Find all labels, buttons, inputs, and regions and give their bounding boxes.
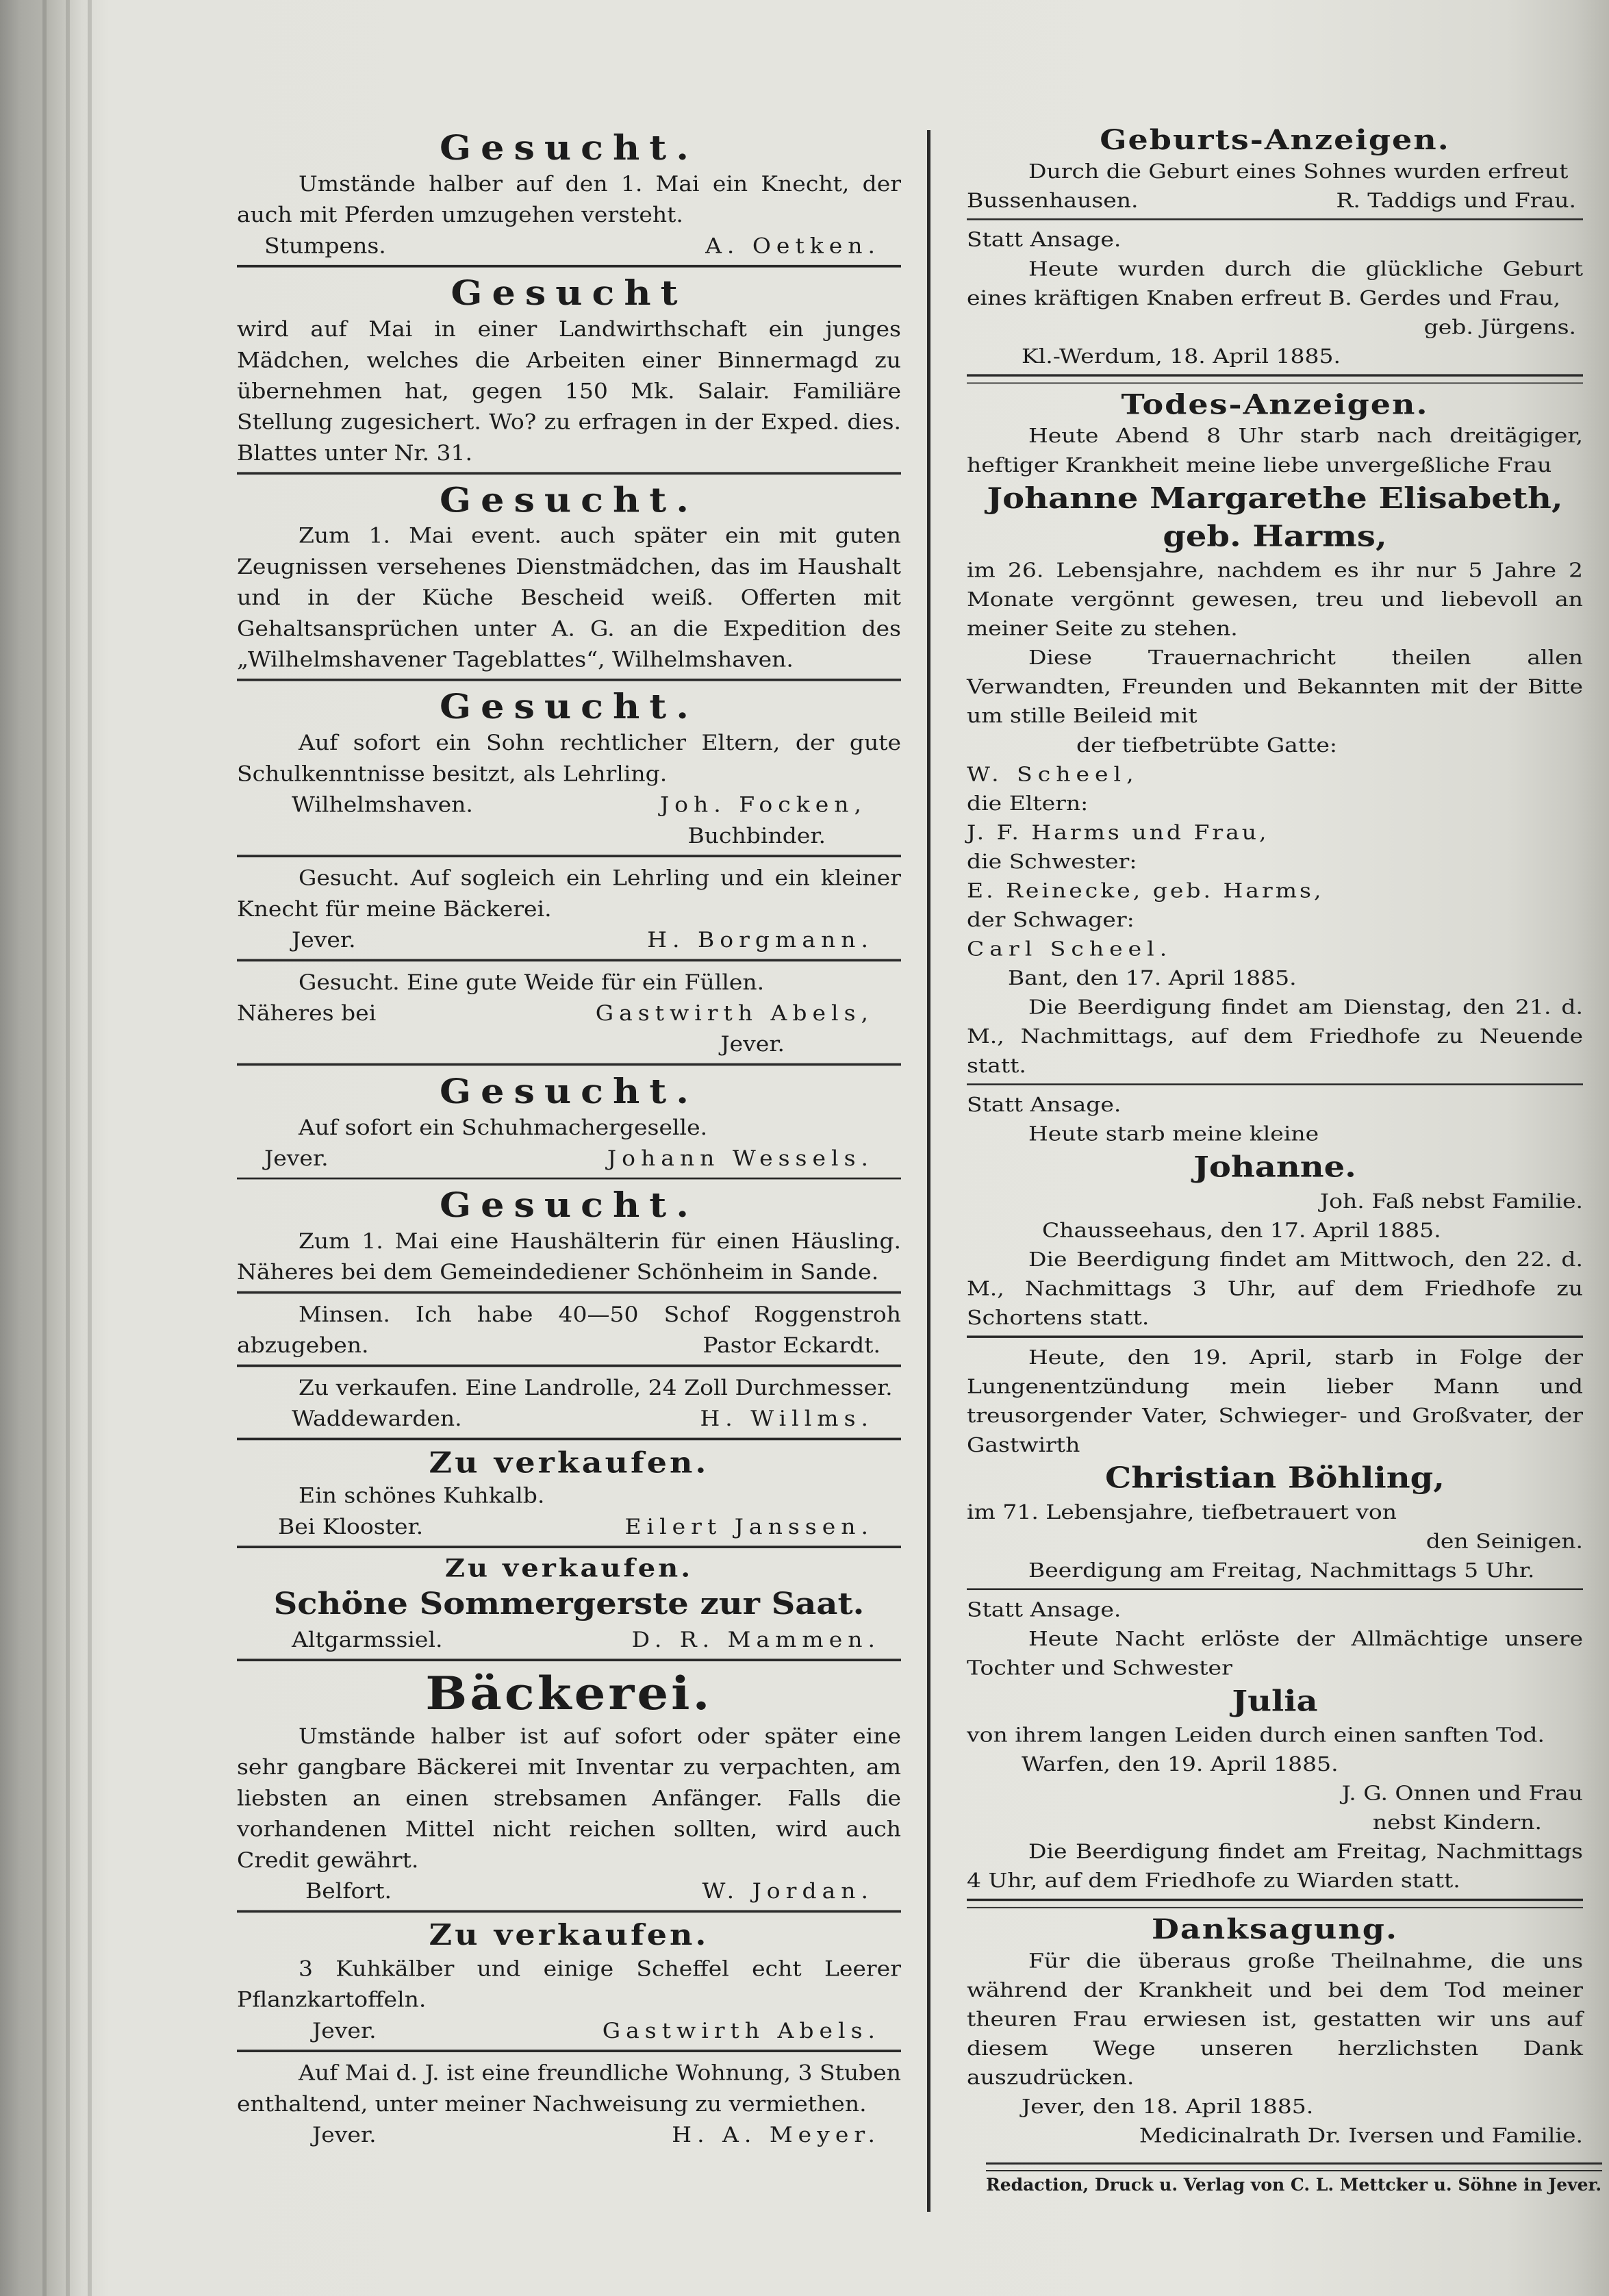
ad-gesucht-dienstmaedchen (237, 479, 901, 675)
ad-minsen-roggenstroh (237, 1267, 901, 1361)
ad-heading: Danksagung. (1152, 1913, 1398, 1945)
ad-date: Bant, den 17. April 1885. (1008, 966, 1297, 990)
ad-separator (237, 1437, 901, 1440)
ad-place: Bei Klooster. (278, 1514, 424, 1539)
ad-separator (237, 265, 901, 268)
ad-kuhkalb (237, 1445, 901, 1541)
ad-separator (237, 855, 901, 857)
ad-title: Statt Ansage. (967, 1598, 1122, 1622)
ad-text: Heute starb meine kleine (1028, 1122, 1319, 1146)
ad-heading: Gesucht. (439, 127, 699, 168)
ad-text: Minsen. Ich habe 40—50 Schof Roggenstroh abzugeben. (237, 1302, 901, 1358)
mourner-line: Carl Scheel. (967, 937, 1173, 961)
ad-signature-line2: Jever. (720, 1031, 785, 1057)
publisher-imprint: Redaction, Druck u. Verlag von C. L. Mettcker u. Söhne in Jever. (986, 2175, 1602, 2195)
ad-date: Warfen, den 19. April 1885. (1022, 1752, 1339, 1776)
ad-text: im 26. Lebensjahre, nachdem es ihr nur 5 Jahre 2 Monate vergönnt gewesen, treu und liebevoll an meiner Seite zu stehen. (967, 558, 1583, 640)
ad-separator (237, 2049, 901, 2052)
ad-date: Chausseehaus, den 17. April 1885. (1042, 1218, 1441, 1242)
ad-separator (237, 1546, 901, 1548)
ad-geburt-gerdes (967, 225, 1583, 371)
ad-text: im 71. Lebensjahre, tiefbetrauert von (967, 1500, 1397, 1524)
ad-funeral-notice: Die Beerdigung findet am Freitag, Nachmittags 4 Uhr, auf dem Friedhofe zu Wiarden statt. (967, 1840, 1583, 1893)
ad-place: Belfort. (305, 1878, 392, 1904)
ad-text: Auf sofort ein Sohn rechtlicher Eltern, der gute Schulkenntnisse besitzt, als Lehrling. (237, 730, 901, 786)
ad-text: von ihrem langen Leiden durch einen sanften Tod. (967, 1723, 1545, 1747)
ad-text: Zu verkaufen. Eine Landrolle, 24 Zoll Durchmesser. (299, 1375, 893, 1400)
footer-rule (986, 2162, 1602, 2171)
ad-gesucht-weide (237, 967, 901, 1060)
ad-separator (237, 1910, 901, 1913)
ad-signature: Joh. Focken, (659, 792, 867, 818)
ad-place: Jever. (312, 2121, 377, 2147)
ad-separator (967, 375, 1583, 384)
ad-heading: Gesucht. (439, 1070, 699, 1111)
ad-date: Jever, den 18. April 1885. (1022, 2094, 1314, 2118)
ad-place: Jever. (312, 2017, 377, 2043)
ad-text: Gesucht. Eine gute Weide für ein Füllen. (299, 970, 765, 995)
ad-place: Jever. (264, 1146, 329, 1171)
right-column (967, 110, 1583, 2150)
ad-separator (967, 1084, 1583, 1086)
ad-separator (967, 1336, 1583, 1338)
ad-separator (237, 679, 901, 681)
ad-separator (237, 1658, 901, 1661)
column-divider (927, 130, 930, 2212)
ad-separator (237, 1063, 901, 1066)
ad-signature: H. A. Meyer. (672, 2121, 880, 2147)
ad-signature: W. Jordan. (702, 1878, 874, 1904)
ad-text: Diese Trauernachricht theilen allen Verwandten, Freunden und Bekannten mit der Bitte um stille Beileid mit (967, 646, 1583, 728)
ad-geburts-anzeigen (967, 124, 1583, 215)
ad-place: Jever. (292, 927, 356, 953)
ad-date: Kl.-Werdum, 18. April 1885. (1022, 344, 1341, 368)
ad-deceased-name: Julia (1232, 1685, 1318, 1719)
ad-heading: Geburts-Anzeigen. (1100, 123, 1450, 156)
ad-text: Umstände halber ist auf sofort oder später eine sehr gangbare Bäckerei mit Inventar zu verpachten, am liebsten an einen strebsamen Anfänger. Falls die vorhandenen Mittel nicht reichen sollten, wird auch Credit gewährt. (237, 1724, 901, 1873)
ad-text: Zum 1. Mai event. auch später ein mit guten Zeugnissen versehenes Dienstmädchen, das im Haushalt und in der Küche Bescheid weiß. Offerten mit Gehaltsansprüchen unter A. G. an die Expedition des „Wilhelmshavener Tageblattes“, Wilhelmshaven. (237, 523, 901, 672)
ad-separator (967, 218, 1583, 220)
ad-signature: den Seinigen. (1426, 1529, 1583, 1553)
ad-tod-boehling (967, 1343, 1583, 1585)
ad-signature: Gastwirth Abels. (602, 2017, 880, 2043)
ad-gesucht-lehrling (237, 686, 901, 851)
ad-place: Stumpens. (264, 233, 386, 258)
ad-deceased-name: Johanne. (1193, 1150, 1356, 1185)
mourner-line: die Eltern: (967, 792, 1089, 816)
ad-funeral-notice: Beerdigung am Freitag, Nachmittags 5 Uhr. (1028, 1559, 1535, 1582)
ad-headline: Schöne Sommergerste zur Saat. (273, 1586, 865, 1622)
ad-text: Heute wurden durch die glückliche Geburt eines kräftigen Knaben erfreut B. Gerdes und Frau, (967, 257, 1583, 310)
ad-signature-line2: nebst Kindern. (1372, 1811, 1542, 1834)
ad-funeral-notice: Die Beerdigung findet am Mittwoch, den 22. d. M., Nachmittags 3 Uhr, auf dem Friedhofe zu Schortens statt. (967, 1248, 1583, 1330)
ad-text: Ein schönes Kuhkalb. (299, 1483, 545, 1508)
ad-separator (237, 959, 901, 962)
ad-heading: Zu verkaufen. (429, 1917, 709, 1952)
ad-tod-johanne (967, 1090, 1583, 1332)
ad-place: Waddewarden. (292, 1406, 462, 1431)
ad-signature: R. Taddigs und Frau. (1336, 188, 1576, 212)
ad-gesucht-knecht (237, 127, 901, 261)
ad-signature: Medicinalrath Dr. Iversen und Familie. (1139, 2123, 1583, 2147)
ad-heading: Gesucht. (439, 479, 699, 520)
ad-wohnung (237, 2057, 901, 2150)
ad-text: Auf Mai d. J. ist eine freundliche Wohnung, 3 Stuben enthaltend, unter meiner Nachweisung zu vermiethen. (237, 2060, 901, 2116)
ad-heading: Zu verkaufen. (444, 1553, 694, 1583)
ad-signature: Eilert Janssen. (624, 1514, 874, 1539)
ad-signature: D. R. Mammen. (631, 1627, 880, 1652)
ad-todes-anzeigen (967, 388, 1583, 1080)
mourner-line: J. F. Harms und Frau, (967, 820, 1269, 844)
ad-gesucht-schuhmacher (237, 1071, 901, 1174)
ad-signature: Johann Wessels. (607, 1146, 874, 1171)
ad-text: Zum 1. Mai eine Haushälterin für einen Häusling. Näheres bei dem Gemeindediener Schönheim in Sande. (237, 1228, 901, 1285)
ad-text: Umstände halber auf den 1. Mai ein Knecht, der auch mit Pferden umzugehen versteht. (237, 171, 901, 227)
ad-signature: Gastwirth Abels, (595, 1000, 874, 1026)
ad-signature: Pastor Eckardt. (702, 1333, 880, 1358)
ad-heading: Bäckerei. (425, 1666, 713, 1720)
ad-funeral-notice: Die Beerdigung findet am Dienstag, den 21. d. M., Nachmittags, auf dem Friedhofe zu Neuende statt. (967, 996, 1583, 1078)
ad-danksagung (967, 1913, 1583, 2150)
ad-separator (237, 1178, 901, 1180)
ad-text: 3 Kuhkälber und einige Scheffel echt Leerer Pflanzkartoffeln. (237, 1956, 901, 2012)
ad-text: Heute Nacht erlöste der Allmächtige unsere Tochter und Schwester (967, 1627, 1583, 1680)
ad-gesucht-baeckerei (237, 863, 901, 956)
ad-separator (237, 1364, 901, 1367)
ad-text: Für die überaus große Theilnahme, die uns während der Krankheit und bei dem Tod meiner theuren Frau erwiesen ist, gestatten wir uns auf diesem Wege unseren herzlichsten Dank auszudrücken. (967, 1949, 1583, 2089)
ad-separator (237, 472, 901, 475)
page-edge (66, 0, 70, 2296)
ad-heading: Gesucht. (439, 1184, 699, 1225)
ad-deceased-name: Christian Böhling, (1105, 1461, 1445, 1496)
ad-signature: H. Willms. (700, 1406, 874, 1431)
ad-place: Altgarmssiel. (292, 1627, 443, 1652)
ad-title: Statt Ansage. (967, 227, 1122, 251)
mourner-line: die Schwester: (967, 850, 1137, 874)
ad-deceased-name: Johanne Margarethe Elisabeth, (987, 481, 1563, 516)
ad-place: Bussenhausen. (967, 188, 1139, 212)
ad-title: Statt Ansage. (967, 1093, 1122, 1117)
ad-tod-julia (967, 1595, 1583, 1895)
ad-text: Heute Abend 8 Uhr starb nach dreitägiger, heftiger Krankheit meine liebe unvergeßliche Frau (967, 424, 1583, 477)
ad-signature: A. Oetken. (705, 233, 880, 258)
ad-deceased-maiden-name: geb. Harms, (1163, 520, 1387, 554)
ad-signature: J. G. Onnen und Frau (1341, 1781, 1583, 1805)
ad-text: Durch die Geburt eines Sohnes wurden erfreut (1028, 160, 1569, 183)
ad-heading: Zu verkaufen. (429, 1445, 709, 1480)
ad-signature: H. Borgmann. (647, 927, 874, 953)
ad-text: Auf sofort ein Schuhmachergeselle. (299, 1115, 708, 1140)
mourner-line: W. Scheel, (967, 762, 1139, 786)
ad-heading: Todes-Anzeigen. (1121, 388, 1429, 421)
ad-heading: Gesucht (451, 272, 687, 313)
mourner-line: der tiefbetrübte Gatte: (1076, 733, 1338, 757)
ad-text: Heute, den 19. April, starb in Folge der Lungenentzündung mein lieber Mann und treusorgender Vater, Schwieger- und Großvater, der Gastwirth (967, 1346, 1583, 1457)
ad-separator (967, 1899, 1583, 1908)
page-edge (42, 0, 47, 2296)
page-edge (88, 0, 92, 2296)
ad-sommergerste (237, 1553, 901, 1654)
ad-kuhkaelber (237, 1918, 901, 2045)
ad-signature: geb. Jürgens. (1423, 315, 1576, 339)
mourner-line: der Schwager: (967, 908, 1135, 932)
ad-signature: Joh. Faß nebst Familie. (1319, 1189, 1583, 1213)
ad-baeckerei (237, 1666, 901, 1906)
ad-signature-line2: Buchbinder. (687, 823, 826, 848)
ad-place: Wilhelmshaven. (292, 792, 473, 818)
ad-text: wird auf Mai in einer Landwirthschaft ein junges Mädchen, welches die Arbeiten einer Binnermagd zu übernehmen hat, gegen 150 Mk. Salair. Familiäre Stellung zugesichert. Wo? zu erfragen in der Exped. dies. Blattes unter Nr. 31. (237, 316, 901, 465)
ad-text: Gesucht. Auf sogleich ein Lehrling und ein kleiner Knecht für meine Bäckerei. (237, 866, 901, 922)
ad-place: Näheres bei (237, 1000, 377, 1026)
ad-heading: Gesucht. (439, 686, 699, 727)
mourner-line: E. Reinecke, geb. Harms, (967, 879, 1324, 903)
ad-gesucht-maedchen (237, 273, 901, 468)
left-column (237, 110, 901, 2150)
ad-landrolle (237, 1372, 901, 1433)
ad-separator (967, 1589, 1583, 1591)
